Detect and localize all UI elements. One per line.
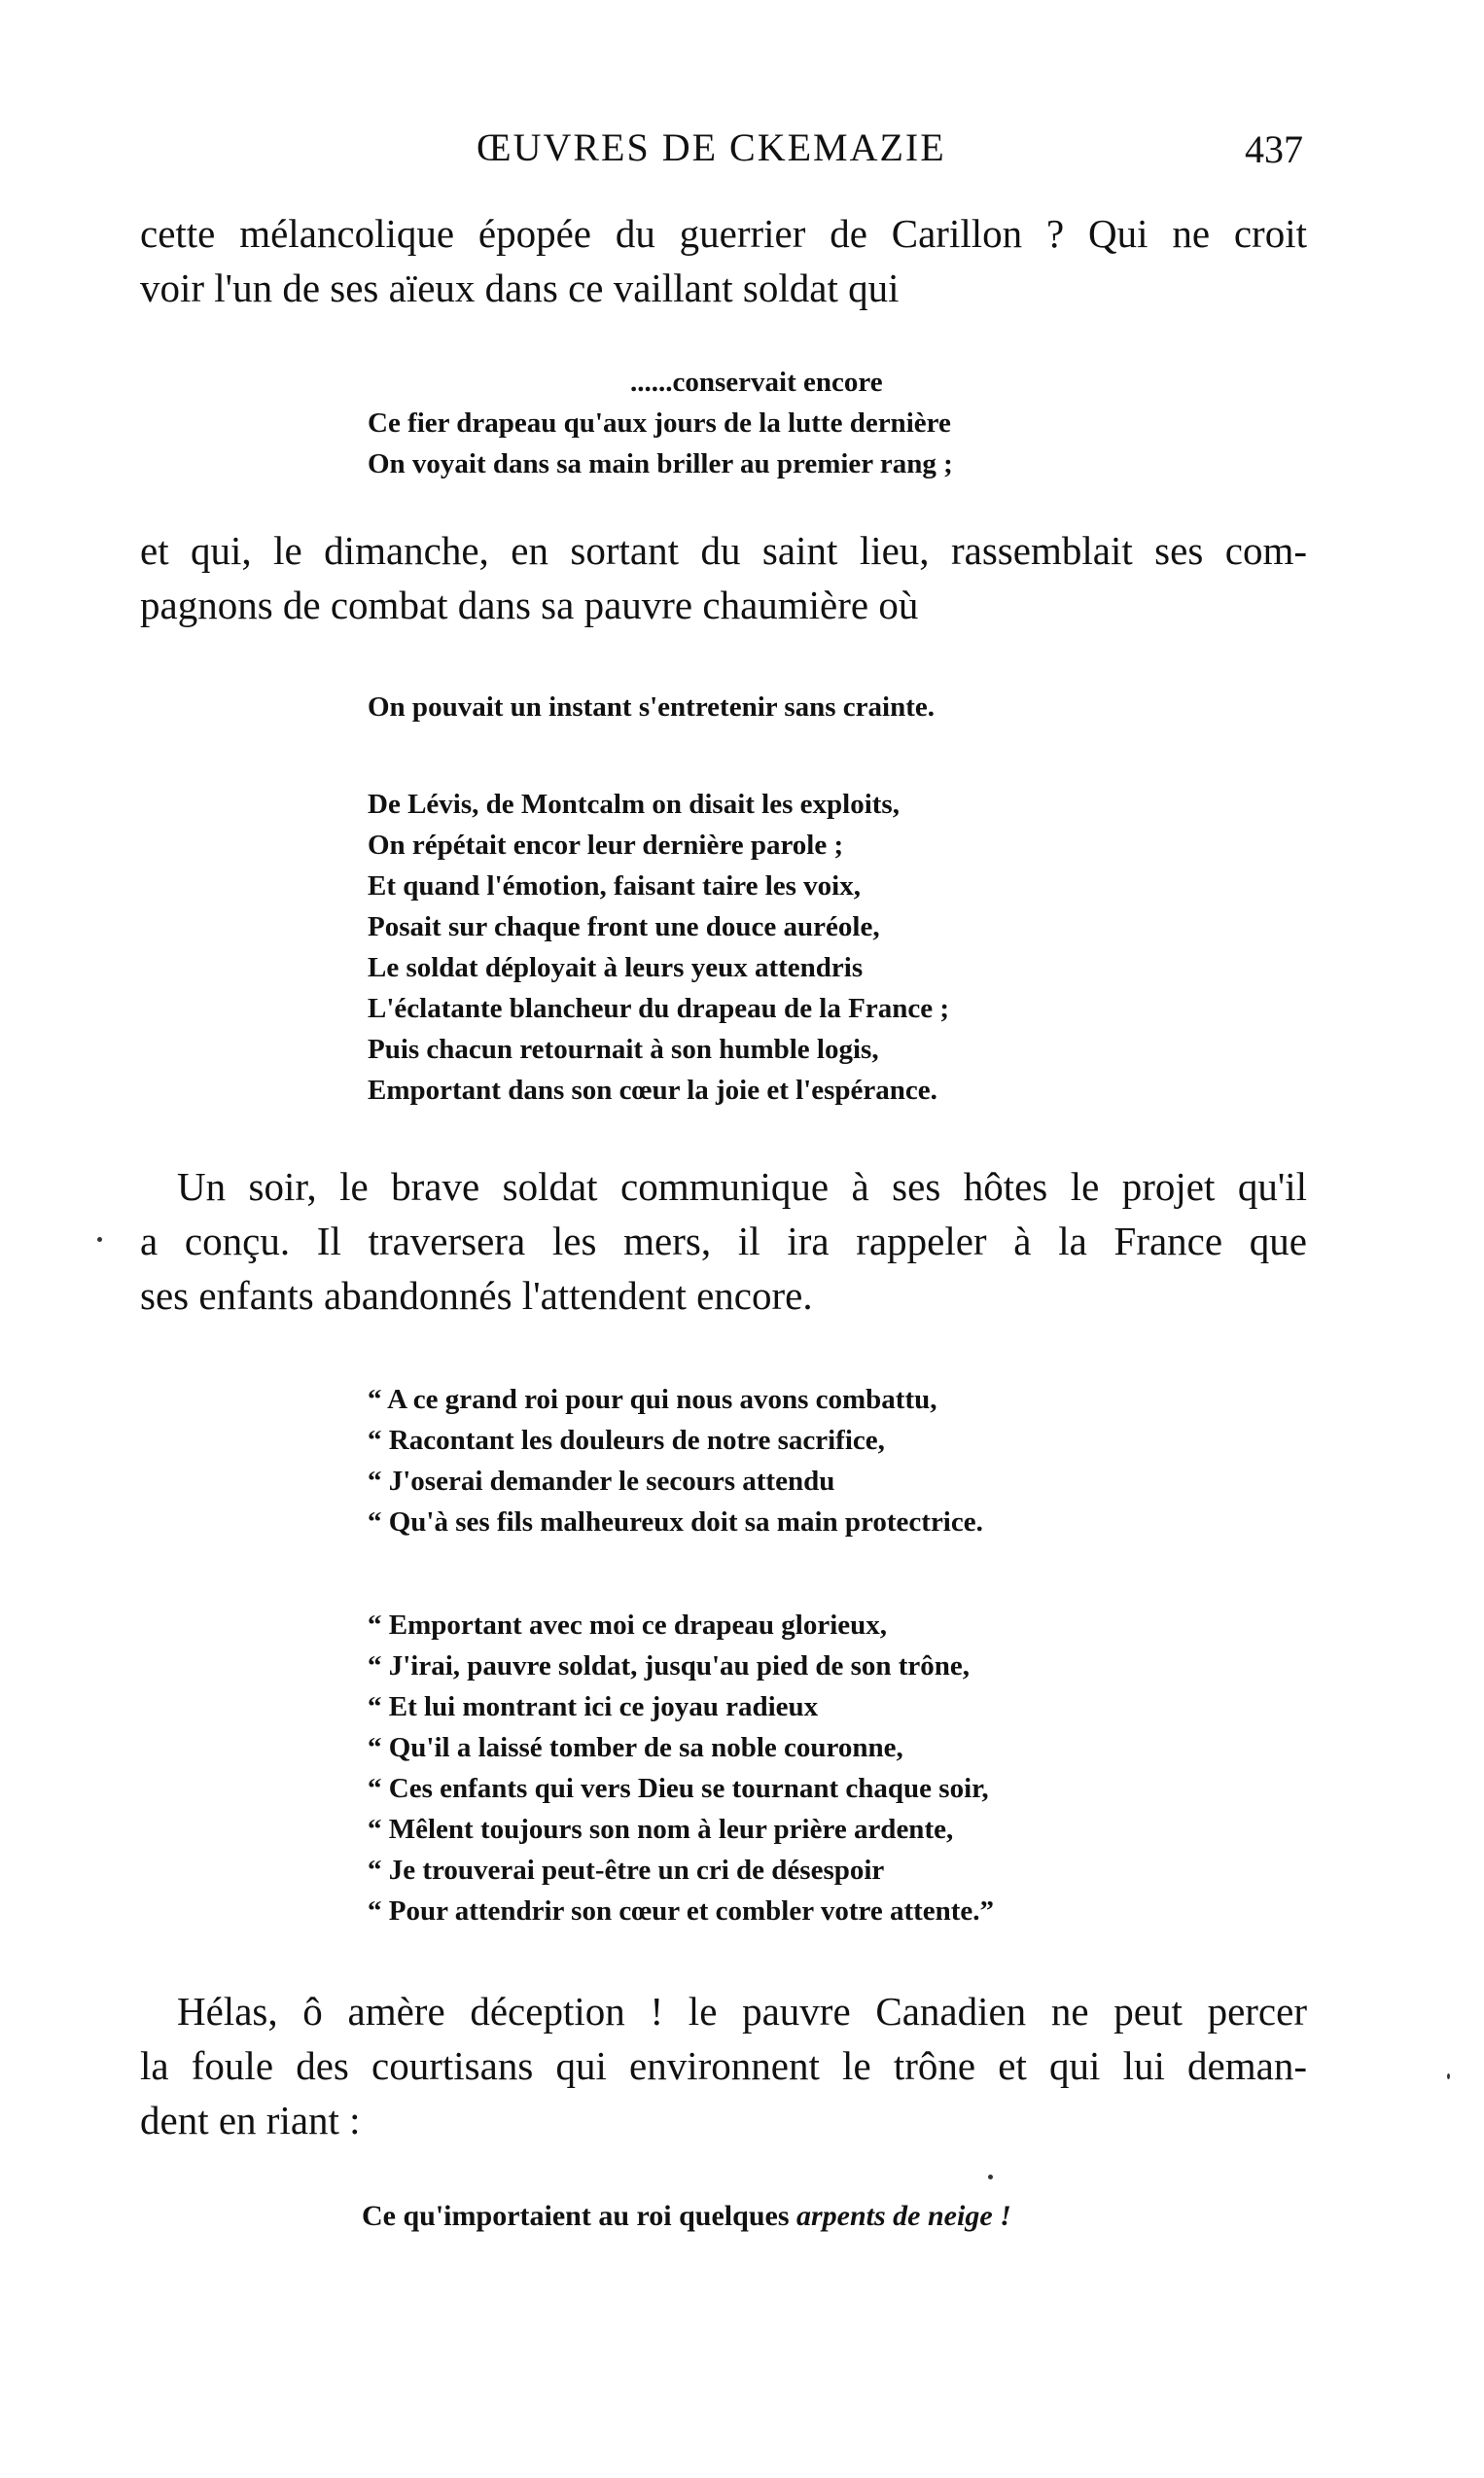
final-verse-text: Ce qu'importaient au roi quelques: [362, 2200, 790, 2232]
page-number: 437: [1245, 127, 1303, 171]
scan-speck: [988, 2175, 993, 2179]
text-line: dent en riant :: [140, 2098, 361, 2142]
verse-line: Et quand l'émotion, faisant taire les voix,: [368, 870, 861, 902]
verse-line: “ J'irai, pauvre soldat, jusqu'au pied de son trône,: [368, 1650, 971, 1682]
text-line: la foule des courtisans qui environnent le trône et qui lui deman-: [140, 2043, 1307, 2088]
scan-speck: [1447, 2073, 1450, 2079]
verse-line: “ Je trouverai peut-être un cri de désespoir: [368, 1855, 885, 1886]
paragraph-4: [140, 1984, 1307, 2147]
verse-line: “ Ces enfants qui vers Dieu se tournant chaque soir,: [368, 1773, 989, 1804]
verse-line: Le soldat déployait à leurs yeux attendris: [368, 952, 864, 983]
verse-line: “ A ce grand roi pour qui nous avons combattu,: [368, 1384, 937, 1415]
verse-block-1: [368, 362, 953, 484]
final-verse-italic: arpents de neige !: [796, 2200, 1011, 2232]
verse-line: “ Et lui montrant ici ce joyau radieux: [368, 1691, 819, 1722]
verse-line: Ce fier drapeau qu'aux jours de la lutte dernière: [368, 407, 951, 439]
verse-block-4: [368, 1379, 983, 1542]
verse-line: Emportant dans son cœur la joie et l'espérance.: [368, 1075, 937, 1106]
verse-line: “ Pour attendrir son cœur et combler votre attente.”: [368, 1895, 995, 1927]
scan-speck: [97, 1237, 102, 1242]
verse-block-5: [368, 1605, 994, 1931]
verse-line: De Lévis, de Montcalm on disait les exploits,: [368, 789, 900, 820]
text-line: voir l'un de ses aïeux dans ce vaillant soldat qui: [140, 266, 900, 310]
paragraph-2: [140, 523, 1307, 632]
verse-line: “ Mêlent toujours son nom à leur prière ardente,: [368, 1814, 954, 1845]
verse-line: “ Qu'il a laissé tomber de sa noble couronne,: [368, 1732, 903, 1763]
verse-line: On voyait dans sa main briller au premier rang ;: [368, 448, 953, 479]
final-verse: [362, 2200, 1011, 2233]
paragraph-1: [140, 206, 1307, 315]
text-line: ses enfants abandonnés l'attendent encore.: [140, 1273, 813, 1318]
verse-line: “ J'oserai demander le secours attendu: [368, 1466, 835, 1497]
text-line: et qui, le dimanche, en sortant du saint lieu, rassemblait ses com-: [140, 528, 1307, 573]
verse-line: L'éclatante blancheur du drapeau de la France ;: [368, 993, 949, 1024]
verse-block-3: [368, 784, 949, 1111]
verse-line: “ Qu'à ses fils malheureux doit sa main protectrice.: [368, 1506, 983, 1538]
verse-line: Puis chacun retournait à son humble logis,: [368, 1034, 879, 1065]
paragraph-3: [140, 1159, 1307, 1323]
text-line: Hélas, ô amère déception ! le pauvre Canadien ne peut percer: [177, 1989, 1307, 2034]
running-title: ŒUVRES DE CKEMAZIE: [477, 125, 946, 169]
verse-line: ......conservait encore: [630, 367, 883, 398]
text-line: Un soir, le brave soldat communique à ses hôtes le projet qu'il: [177, 1164, 1307, 1209]
verse-block-2: [368, 687, 935, 727]
text-line: a conçu. Il traversera les mers, il ira rappeler à la France que: [140, 1219, 1307, 1263]
verse-line: Posait sur chaque front une douce auréole,: [368, 911, 880, 942]
verse-line: “ Emportant avec moi ce drapeau glorieux,: [368, 1610, 888, 1641]
text-line: cette mélancolique épopée du guerrier de Carillon ? Qui ne croit: [140, 211, 1307, 256]
verse-line: On répétait encor leur dernière parole ;: [368, 830, 844, 861]
text-line: pagnons de combat dans sa pauvre chaumière où: [140, 583, 919, 627]
verse-line: On pouvait un instant s'entretenir sans crainte.: [368, 691, 936, 723]
verse-line: “ Racontant les douleurs de notre sacrifice,: [368, 1425, 885, 1456]
